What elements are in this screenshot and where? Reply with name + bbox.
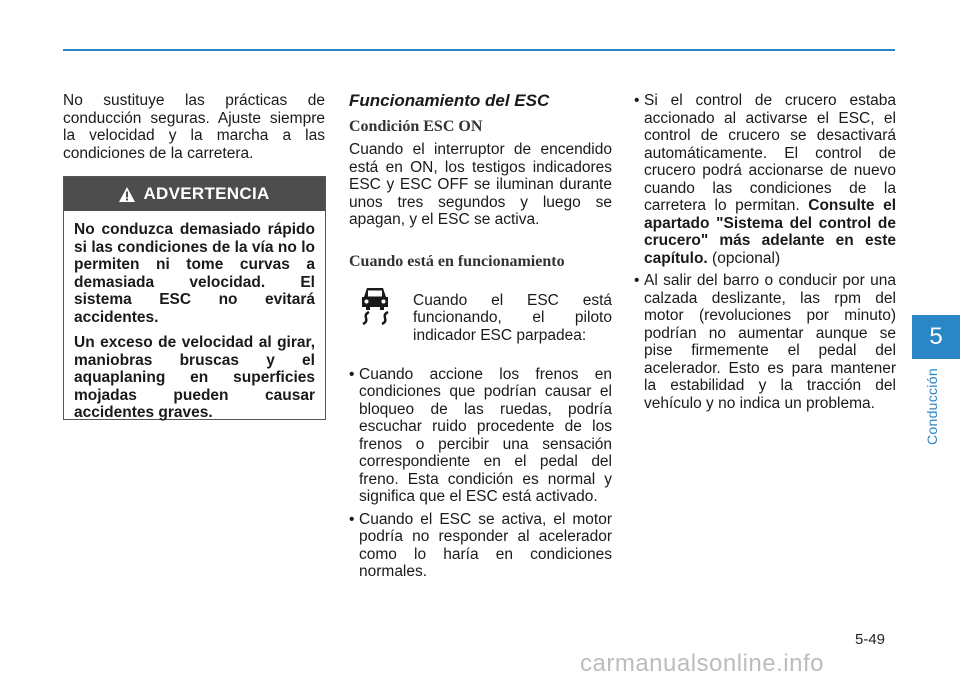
warning-paragraph: Un exceso de velocidad al girar, maniobras bruscas y el aquaplaning en superficies mojadas pueden causar accidentes graves.: [74, 334, 315, 421]
optional-note: (opcional): [712, 249, 781, 267]
chapter-tab: [912, 315, 960, 359]
cross-reference: Consulte el apartado "Sistema del control de crucero" más adelante en este capítulo.: [644, 197, 896, 267]
indicator-text: Cuando el ESC está funcionando, el piloto indicador ESC parpadea:: [413, 291, 612, 344]
warning-box: [63, 176, 326, 420]
column-left: [63, 92, 325, 162]
subsection-title-esc-on: Condición ESC ON: [349, 117, 483, 135]
page-number: 5-49: [855, 631, 886, 648]
esc-skid-car-icon: [349, 276, 401, 328]
bullet-dot: •: [634, 272, 640, 289]
column-middle: [349, 92, 612, 586]
chapter-label: Conducción: [924, 368, 940, 445]
section-title: Funcionamiento del ESC: [349, 91, 550, 110]
warning-triangle-icon: [119, 187, 135, 202]
bullet-text: Al salir del barro o conducir por una calzada deslizante, las rpm del motor (revoluciones por minuto) podrían no aumentar aunque se pise firmemente el pedal del acelerador. Esto es para mantener la estabilidad y la tracción del vehículo y no indica un problema.: [644, 272, 896, 412]
list-item: [349, 366, 612, 506]
bullet-text: Si el control de crucero estaba accionado al activarse el ESC, el control de crucero se desactivará automáticamente. El control de crucero podrá accionarse de nuevo cuando las condiciones de la carretera lo permitan.: [644, 92, 896, 214]
chapter-number: 5: [929, 323, 943, 350]
bullet-text: Cuando el ESC se activa, el motor podría no responder al acelerador como lo haría en condiciones normales.: [359, 510, 612, 580]
warning-title: ADVERTENCIA: [143, 184, 270, 203]
subsection-title-operating: Cuando está en funcionamiento: [349, 252, 565, 270]
column-right: [634, 92, 896, 417]
intro-paragraph: No sustituye las prácticas de conducción seguras. Ajuste siempre la velocidad y la marcha a las condiciones de la carretera.: [63, 92, 325, 162]
warning-paragraph: No conduzca demasiado rápido si las condiciones de la vía no lo permiten ni tome curvas a demasiada velocidad. El sistema ESC no evitará accidentes.: [74, 221, 315, 326]
bullet-dot: •: [349, 510, 355, 528]
list-item: [634, 272, 896, 412]
bullet-dot: •: [349, 365, 355, 383]
list-item: [349, 511, 612, 581]
esc-on-paragraph: Cuando el interruptor de encendido está en ON, los testigos indicadores ESC y ESC OFF se iluminan durante unos tres segundos y luego se apagan, y el ESC se activa.: [349, 141, 612, 228]
watermark: carmanualsonline.info: [580, 650, 824, 677]
bullet-text: Cuando accione los frenos en condiciones que podrían causar el bloqueo de las ruedas, podría escuchar ruido procedente de los frenos o percibir una sensación correspondiente en el pedal del freno. Esta condición es normal y significa que el ESC está activado.: [359, 365, 612, 505]
warning-header: [64, 177, 325, 211]
bullet-dot: •: [634, 92, 640, 109]
header-rule: [63, 49, 895, 51]
indicator-row: [349, 276, 612, 360]
list-item: [634, 92, 896, 267]
warning-body: [64, 211, 325, 422]
